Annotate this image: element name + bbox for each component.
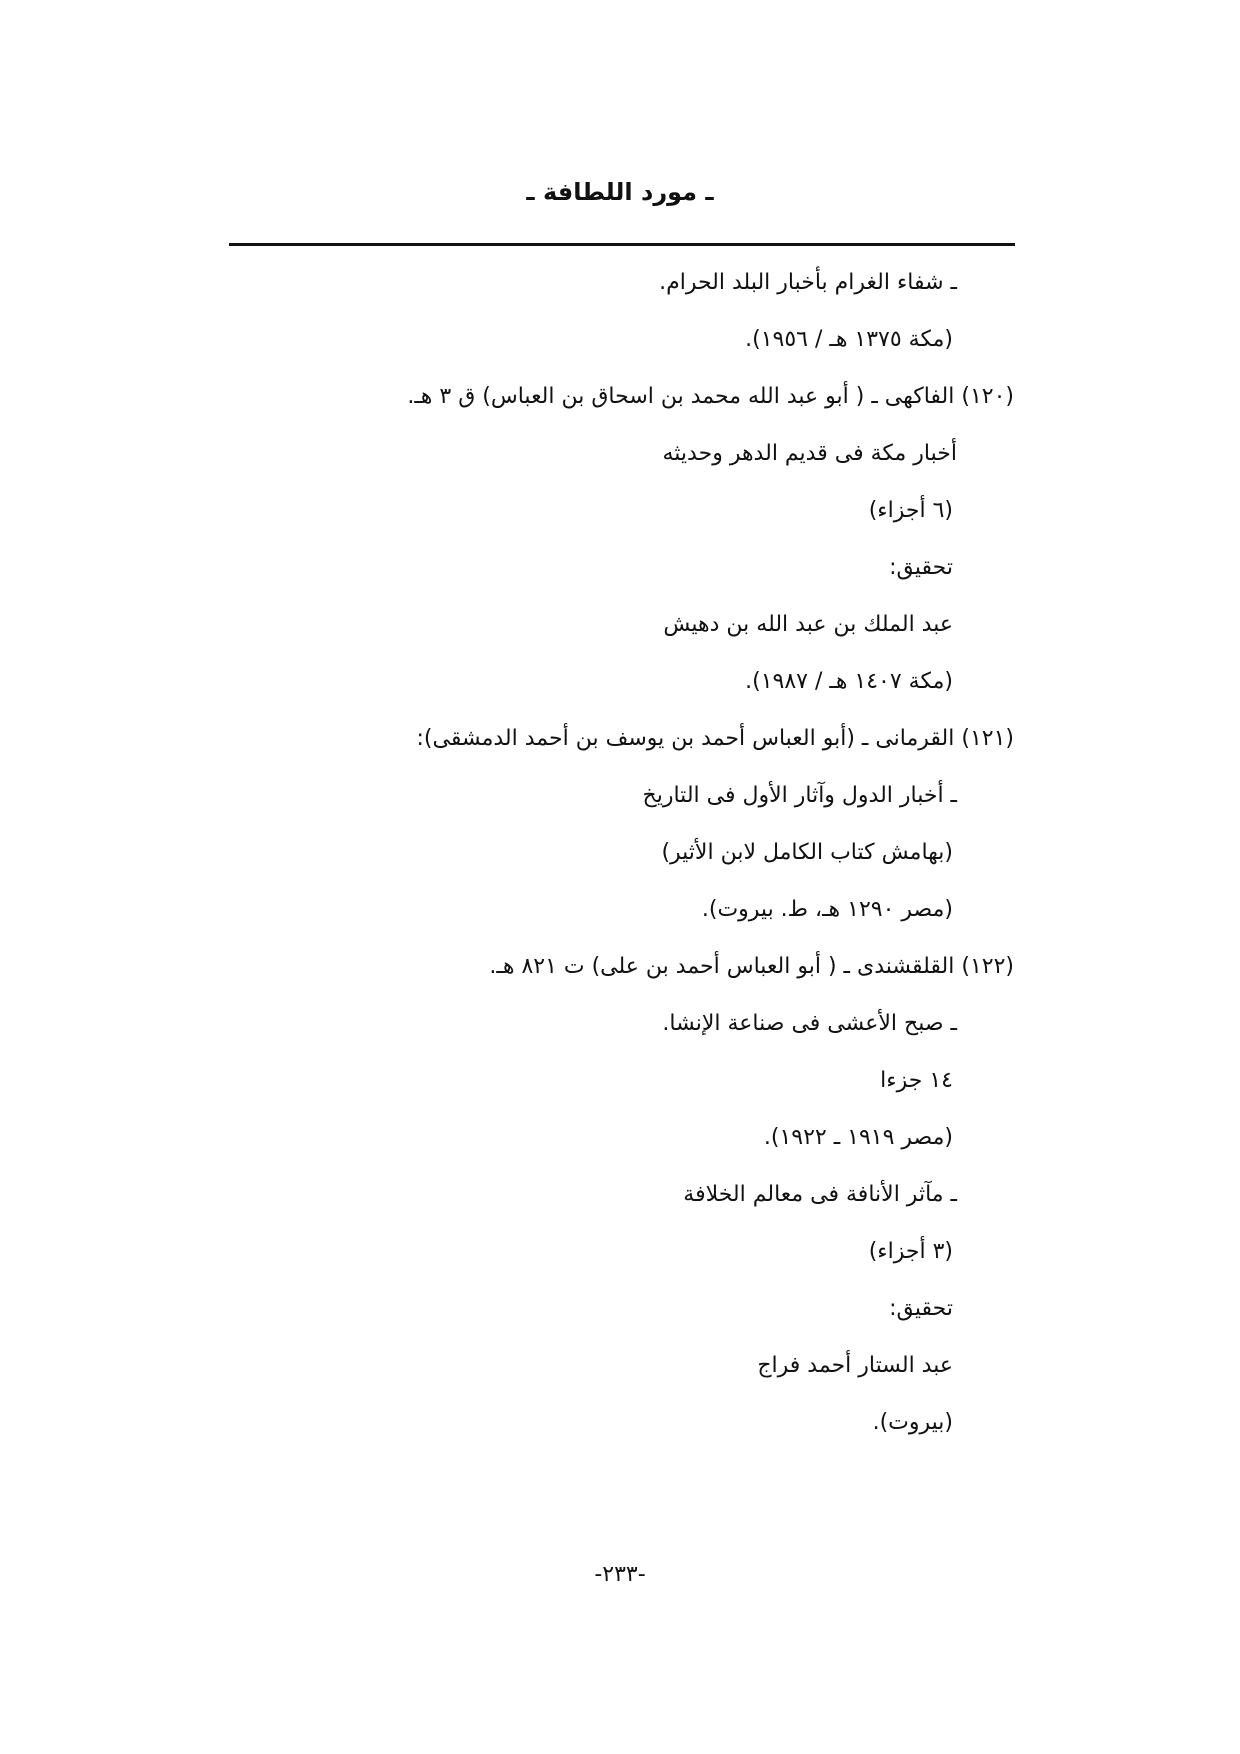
text-line: تحقيق:: [889, 555, 953, 580]
text-line: (مصر ١٩١٩ ـ ١٩٢٢).: [763, 1125, 953, 1150]
text-line: (بهامش كتاب الكامل لابن الأثير): [661, 840, 953, 865]
text-line: ـ أخبار الدول وآثار الأول فى التاريخ: [642, 783, 957, 808]
text-line: ١٤ جزءا: [880, 1068, 953, 1093]
bibliography-list: [214, 254, 1014, 1451]
text-line: عبد الملك بن عبد الله بن دهيش: [663, 612, 953, 637]
text-line: (بيروت).: [872, 1410, 953, 1435]
header-rule: [229, 243, 1015, 246]
bibliography-entry: (١٢٠) الفاكهى ـ ( أبو عبد الله محمد بن اسحاق بن العباس) ق ٣ هـ.: [407, 384, 1014, 409]
page-number: -٢٣٣-: [594, 1562, 646, 1587]
text-line: (٦ أجزاء): [868, 498, 953, 523]
bibliography-entry: (١٢١) القرمانى ـ (أبو العباس أحمد بن يوسف بن أحمد الدمشقى):: [416, 726, 1014, 751]
text-line: (مكة ١٤٠٧ هـ / ١٩٨٧).: [745, 669, 953, 694]
bibliography-entry: (١٢٢) القلقشندى ـ ( أبو العباس أحمد بن على) ت ٨٢١ هـ.: [489, 954, 1014, 979]
text-line: ـ مآثر الأنافة فى معالم الخلافة: [683, 1182, 957, 1207]
text-line: ـ صبح الأعشى فى صناعة الإنشا.: [662, 1011, 957, 1036]
text-line: عبد الستار أحمد فراج: [757, 1353, 953, 1378]
text-line: ـ شفاء الغرام بأخبار البلد الحرام.: [659, 270, 957, 295]
running-header: ـ مورد اللطافة ـ: [526, 178, 714, 206]
text-line: (مكة ١٣٧٥ هـ / ١٩٥٦).: [745, 327, 953, 352]
text-line: تحقيق:: [889, 1296, 953, 1321]
text-line: أخبار مكة فى قديم الدهر وحديثه: [662, 441, 957, 466]
text-line: (٣ أجزاء): [868, 1239, 953, 1264]
text-line: (مصر ١٢٩٠ هـ، ط. بيروت).: [701, 897, 953, 922]
